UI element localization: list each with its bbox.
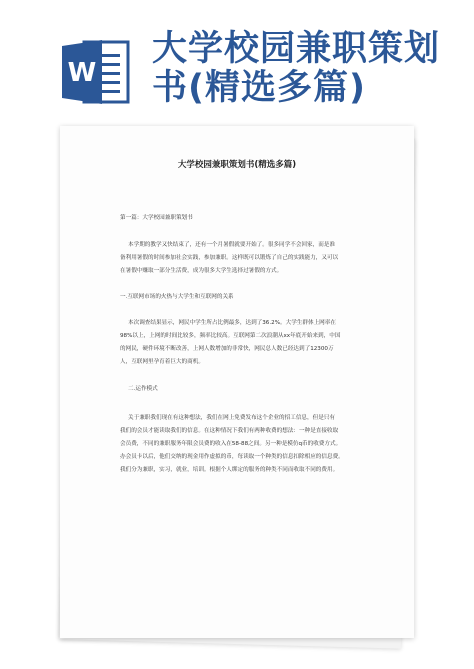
paragraph-line: 会员费，不同的兼职服务年限会员费的收入在58-88之间。另一种是模仿q币的收费方式。 [120,441,342,447]
paragraph-line: 备利用暑假的时间参加社会实践，参加兼职。这样既可以锻炼了自己的实践能力，又可以 [120,255,339,261]
document-page [60,126,414,638]
paragraph-line: 本学期的教学又快结束了，还有一个月暑假就要开始了。很多同学不会回家，而是准 [128,242,335,248]
paragraph-line: 办会员卡以后，他们交纳的现金用作虚拟的币，每读取一个种类的信息扣除相应的信息费。 [120,454,344,460]
section-heading: 一.互联网市场的火热与大学生和互联网的关系 [120,294,234,300]
paragraph-line: 我们的会员才能读取我们的信息。在这种情况下我们有两种收费的想法：一种是直接收取 [120,428,339,434]
document-title: 大学校园兼职策划书(精选多篇) [177,160,297,170]
paragraph-line: 人，互联网里孕育着巨大的商机。 [120,359,204,365]
paragraph-line: 在暑假中赚取一部分生活费，成为很多大学生选择过暑假的方式。 [120,268,283,274]
page-title-line-1: 大学校园兼职策划 [152,29,441,69]
paragraph-line: 98%以上，上网的时间比较多，频率比较高。互联网第二次浪潮从xx年底开始来到，中国 [120,333,341,339]
word-document-icon [62,38,132,106]
svg-text:W: W [67,58,97,88]
page-title-line-2: 书(精选多篇) [152,68,366,108]
section-heading: 二.运作模式 [128,386,158,392]
paragraph-line: 关于兼职我们现在有这种想法，我们在网上免费发布这个企业的招工信息，但是只有 [128,415,335,421]
paragraph-line: 本次调查结果显示，网民中学生所占比例最多，达到了36.2%。大学生群体上网率在 [128,320,336,326]
paragraph-line: 的网民，硬件环境不断改善，上网人数增加的非常快，网民总人数已经达到了12300万 [120,346,334,352]
section-heading: 第一篇：大学校园兼职策划书 [120,215,193,221]
document-preview [60,126,414,646]
paragraph-line: 我们分为兼职，实习，就业，培训。根据个人绑定的服务的种类不同而收取不同的费用。 [120,467,339,473]
header-banner [0,0,474,118]
